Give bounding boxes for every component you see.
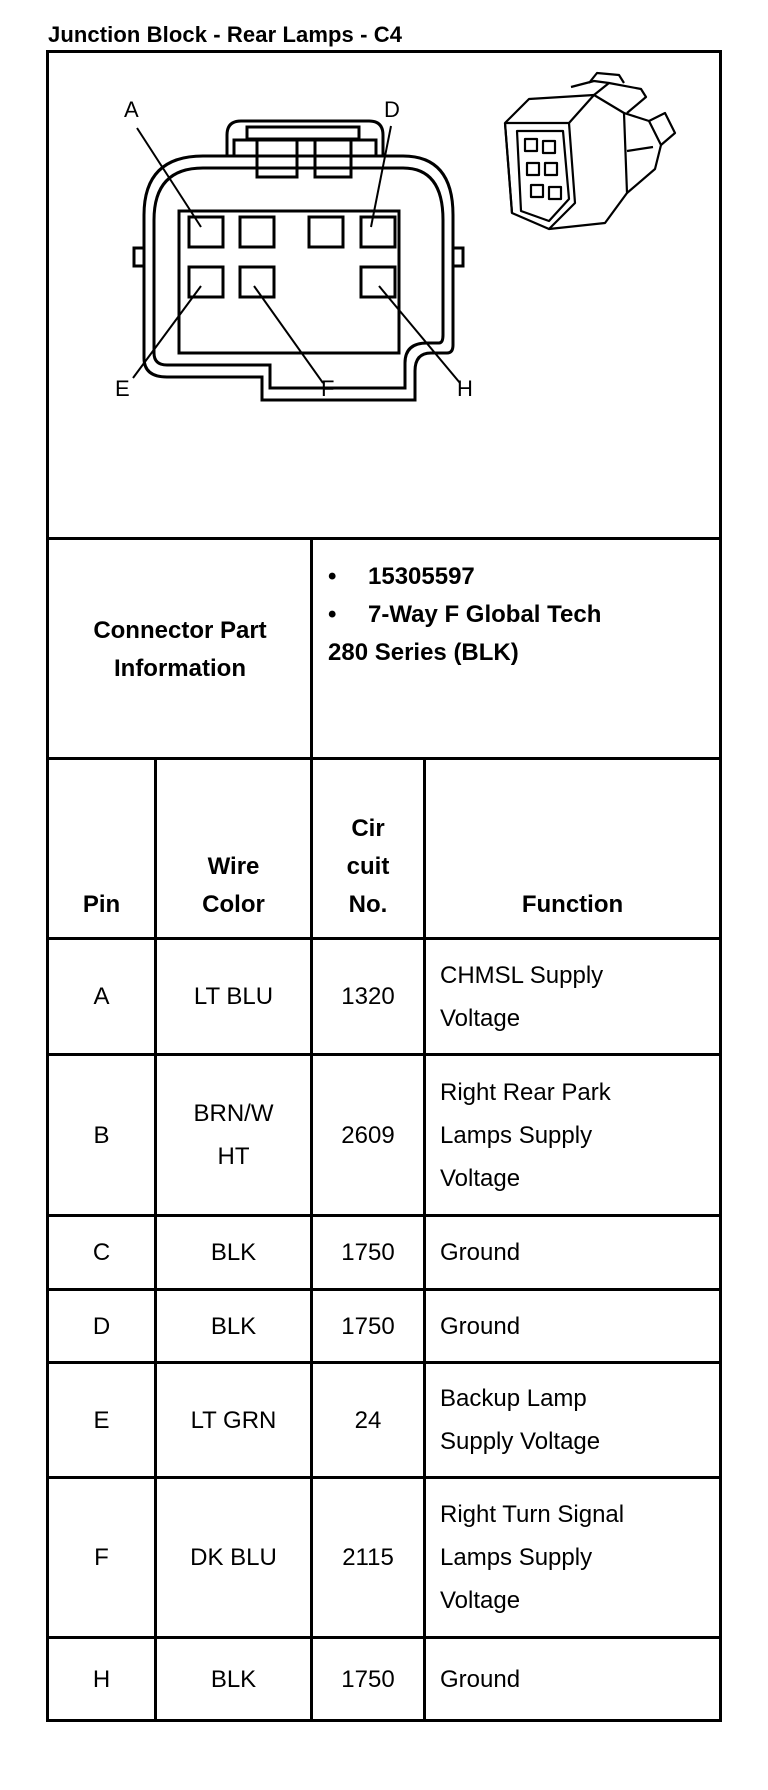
- cell-pin: C: [92, 1239, 111, 1266]
- cell-function: [426, 940, 719, 1053]
- cell-function-line: Right Rear Park: [440, 1078, 611, 1106]
- cell-function: [426, 1479, 719, 1636]
- cell-circuit: 24: [354, 1406, 382, 1434]
- diagram-label-h: H: [457, 376, 473, 401]
- diagram-label-a: A: [124, 97, 139, 122]
- cell-function-line: Voltage: [440, 1004, 521, 1032]
- header-function: Function: [521, 891, 624, 918]
- cell-wire-color: BLK: [210, 1312, 257, 1340]
- cell-circuit: 2609: [341, 1121, 395, 1149]
- diagram-label-e: E: [115, 376, 130, 401]
- cell-wire-color: BLK: [210, 1665, 257, 1693]
- cell-circuit: 1750: [341, 1665, 395, 1693]
- connector-description-cont: 280 Series (BLK): [328, 639, 519, 666]
- cell-function-line: Voltage: [440, 1164, 521, 1192]
- divider: [46, 1719, 722, 1722]
- cell-function: Ground: [440, 1665, 521, 1693]
- part-number: 15305597: [368, 563, 475, 590]
- header-pin: Pin: [82, 891, 121, 918]
- cell-pin: F: [94, 1544, 109, 1571]
- diagram-label-f: F: [321, 376, 335, 401]
- cell-function-line: CHMSL Supply: [440, 961, 604, 989]
- header-circuit-no: [313, 810, 423, 924]
- cell-circuit: 1750: [341, 1239, 395, 1266]
- cell-pin: B: [93, 1121, 110, 1149]
- connector-info-label-line: Information: [113, 655, 246, 682]
- header-circuit-line: No.: [348, 891, 388, 918]
- cell-pin: E: [93, 1406, 110, 1434]
- cell-function: Ground: [440, 1239, 521, 1266]
- connector-diagram: [49, 53, 719, 538]
- cell-circuit: 2115: [342, 1544, 394, 1571]
- diagram-label-d: D: [384, 97, 400, 122]
- cell-pin: H: [92, 1665, 111, 1693]
- page-title: Junction Block - Rear Lamps - C4: [48, 22, 403, 47]
- cell-function: [426, 1364, 719, 1476]
- cell-function-line: Right Turn Signal: [440, 1501, 625, 1528]
- cell-wire-color: LT BLU: [193, 983, 274, 1010]
- cell-wire-color: LT GRN: [190, 1406, 277, 1434]
- cell-function-line: Supply Voltage: [440, 1428, 601, 1455]
- cell-function-line: Backup Lamp: [440, 1385, 587, 1412]
- header-wire-color: [157, 848, 310, 924]
- connector-info-label-line: Connector Part: [93, 617, 267, 644]
- cell-wire-color: [157, 1056, 310, 1214]
- cell-function: [426, 1056, 719, 1214]
- bullet-icon: •: [328, 563, 337, 590]
- cell-function-line: Lamps Supply: [440, 1121, 593, 1149]
- cell-circuit: 1750: [341, 1312, 395, 1340]
- cell-pin: D: [92, 1312, 111, 1340]
- header-circuit-line: Cir: [351, 815, 385, 842]
- bullet-icon: •: [328, 601, 337, 628]
- cell-function-line: Voltage: [440, 1587, 521, 1614]
- connector-info-label: [49, 540, 311, 760]
- cell-wire-color: DK BLU: [190, 1544, 277, 1571]
- cell-wire-color: BLK: [210, 1239, 257, 1266]
- header-circuit-line: cuit: [346, 853, 390, 880]
- header-wire-color-line: Wire: [207, 853, 260, 880]
- cell-function-line: Lamps Supply: [440, 1544, 593, 1571]
- cell-pin: A: [93, 983, 110, 1010]
- cell-wire-color-line: HT: [217, 1143, 250, 1170]
- connector-description: 7-Way F Global Tech: [368, 601, 602, 628]
- cell-circuit: 1320: [341, 983, 395, 1010]
- header-wire-color-line: Color: [202, 891, 265, 918]
- connector-info-details: [328, 558, 708, 672]
- cell-wire-color-line: BRN/W: [193, 1100, 274, 1127]
- cell-function: Ground: [440, 1312, 521, 1340]
